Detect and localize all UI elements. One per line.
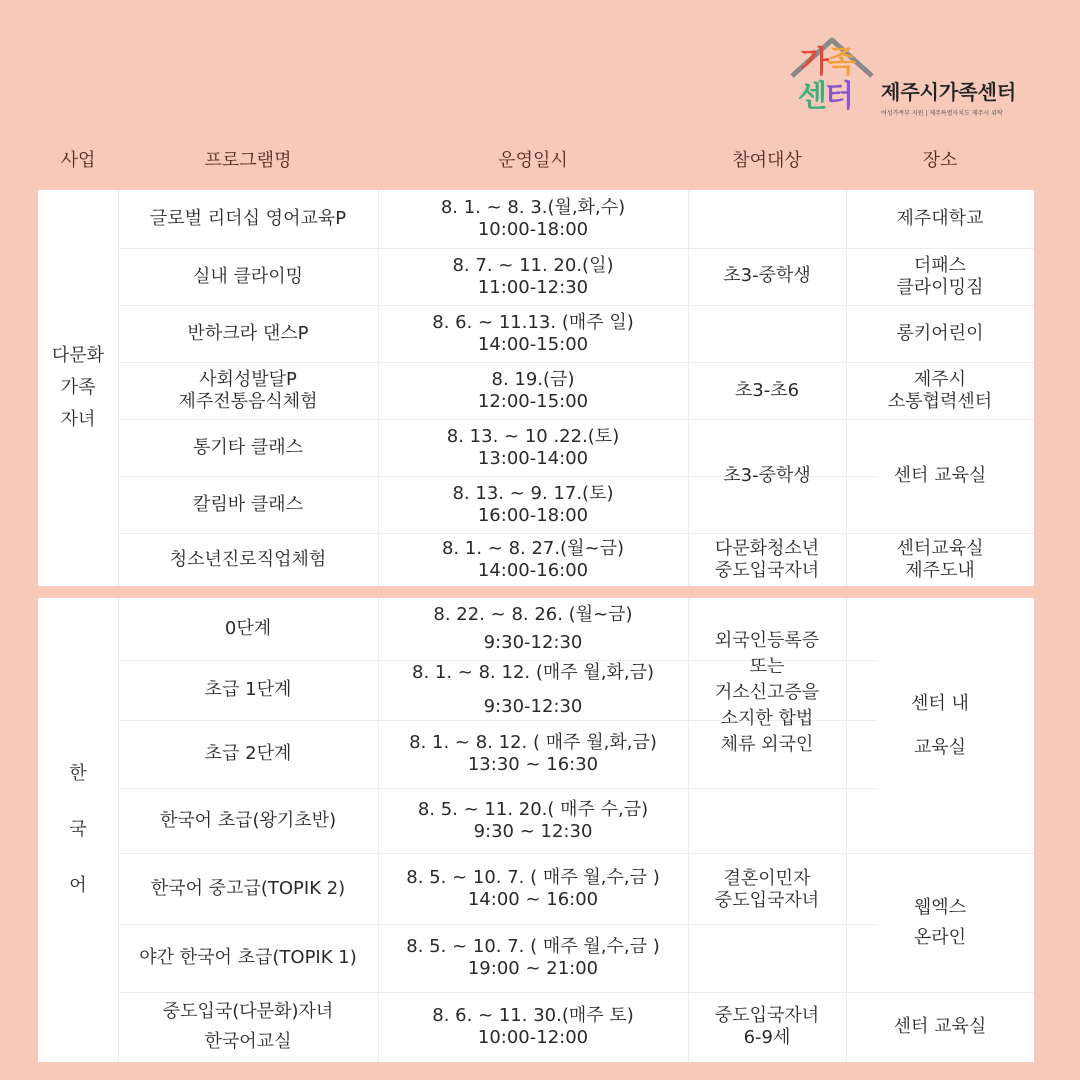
place: 센터 내 교육실	[911, 692, 969, 758]
place: 롱키어린이	[896, 322, 984, 344]
center-subtitle: 여성가족부 지원 | 제주특별자치도 제주시 위탁	[881, 110, 1003, 117]
program-name: 칼림바 클래스	[192, 493, 304, 515]
program-schedule: 8. 6. ~ 11.13. (매주 일) 14:00-15:00	[432, 311, 634, 355]
logo	[786, 34, 1046, 124]
place: 웹엑스 온라인	[913, 896, 967, 948]
place: 센터 교육실	[893, 465, 987, 486]
target-group: 초3-중학생	[723, 265, 811, 286]
program-schedule: 8. 5. ~ 11. 20.( 매주 수,금) 9:30 ~ 12:30	[417, 798, 649, 842]
header-place: 장소	[922, 150, 958, 171]
target-group: 결혼이민자 중도입국자녀	[714, 868, 820, 911]
program-name: 한국어 초급(왕기초반)	[159, 809, 337, 831]
program-name: 통기타 클래스	[192, 436, 304, 458]
category-korean: 한 국 어	[69, 763, 87, 896]
program-schedule: 8. 13. ~ 10 .22.(토) 13:00-14:00	[446, 425, 620, 469]
place: 제주시 소통협력센터	[887, 368, 993, 412]
program-schedule: 8. 7. ~ 11. 20.(일) 11:00-12:30	[452, 254, 614, 298]
target-group: 초3-중학생	[723, 465, 811, 486]
target-group: 다문화청소년 중도입국자녀	[714, 537, 820, 581]
program-schedule: 8. 6. ~ 11. 30.(매주 토) 10:00-12:00	[432, 1005, 634, 1048]
header-program: 프로그램명	[204, 150, 292, 171]
target-group: 외국인등록증 또는 거소신고증을 소지한 합법 체류 외국인	[714, 630, 820, 755]
program-schedule: 8. 1. ~ 8. 12. (매주 월,화,금) 9:30-12:30	[412, 662, 654, 717]
place: 더패스 클라이밍짐	[896, 254, 984, 298]
program-schedule: 8. 1. ~ 8. 3.(월,화,수) 10:00-18:00	[440, 197, 626, 240]
header-schedule: 운영일시	[498, 150, 568, 171]
logo-word-bottom: 센터	[798, 79, 852, 114]
program-name: 반하크라 댄스P	[187, 322, 309, 344]
program-name: 중도입국(다문화)자녀 한국어교실	[162, 1001, 334, 1052]
header-business: 사업	[60, 150, 96, 171]
header-target: 참여대상	[732, 150, 802, 171]
target-group: 초3-초6	[734, 379, 800, 401]
program-name: 야간 한국어 초급(TOPIK 1)	[139, 947, 357, 968]
section-multicultural-table	[38, 190, 1034, 586]
program-name: 초급 2단계	[204, 743, 292, 764]
program-schedule: 8. 13. ~ 9. 17.(토) 16:00-18:00	[452, 482, 614, 526]
place: 센터 교육실	[893, 1016, 987, 1037]
program-name: 0단계	[224, 618, 272, 639]
program-schedule: 8. 22. ~ 8. 26. (월~금) 9:30-12:30	[433, 604, 633, 653]
program-schedule: 8. 1. ~ 8. 12. ( 매주 월,화,금) 13:30 ~ 16:30	[409, 732, 657, 775]
place: 센터교육실 제주도내	[896, 537, 984, 581]
program-name: 실내 클라이밍	[192, 265, 304, 287]
program-name: 초급 1단계	[204, 679, 292, 700]
program-schedule: 8. 19.(금) 12:00-15:00	[477, 368, 589, 412]
category-multicultural: 다문화 가족 자녀	[51, 345, 105, 430]
program-schedule: 8. 5. ~ 10. 7. ( 매주 월,수,금 ) 14:00 ~ 16:00	[406, 866, 660, 910]
center-name: 제주시가족센터	[881, 80, 1017, 104]
logo-word-top: 가족	[800, 45, 854, 80]
program-schedule: 8. 1. ~ 8. 27.(월~금) 14:00-16:00	[441, 537, 625, 581]
program-name: 글로벌 리더십 영어교육P	[149, 208, 347, 229]
section-korean-table	[38, 598, 1034, 1062]
place: 제주대학교	[896, 208, 984, 229]
target-group: 중도입국자녀 6-9세	[714, 1005, 820, 1048]
program-name: 청소년진로직업체험	[169, 548, 327, 570]
program-name: 한국어 중고급(TOPIK 2)	[150, 877, 346, 899]
program-schedule: 8. 5. ~ 10. 7. ( 매주 월,수,금 ) 19:00 ~ 21:00	[406, 936, 660, 979]
program-name: 사회성발달P 제주전통음식체험	[178, 368, 318, 412]
